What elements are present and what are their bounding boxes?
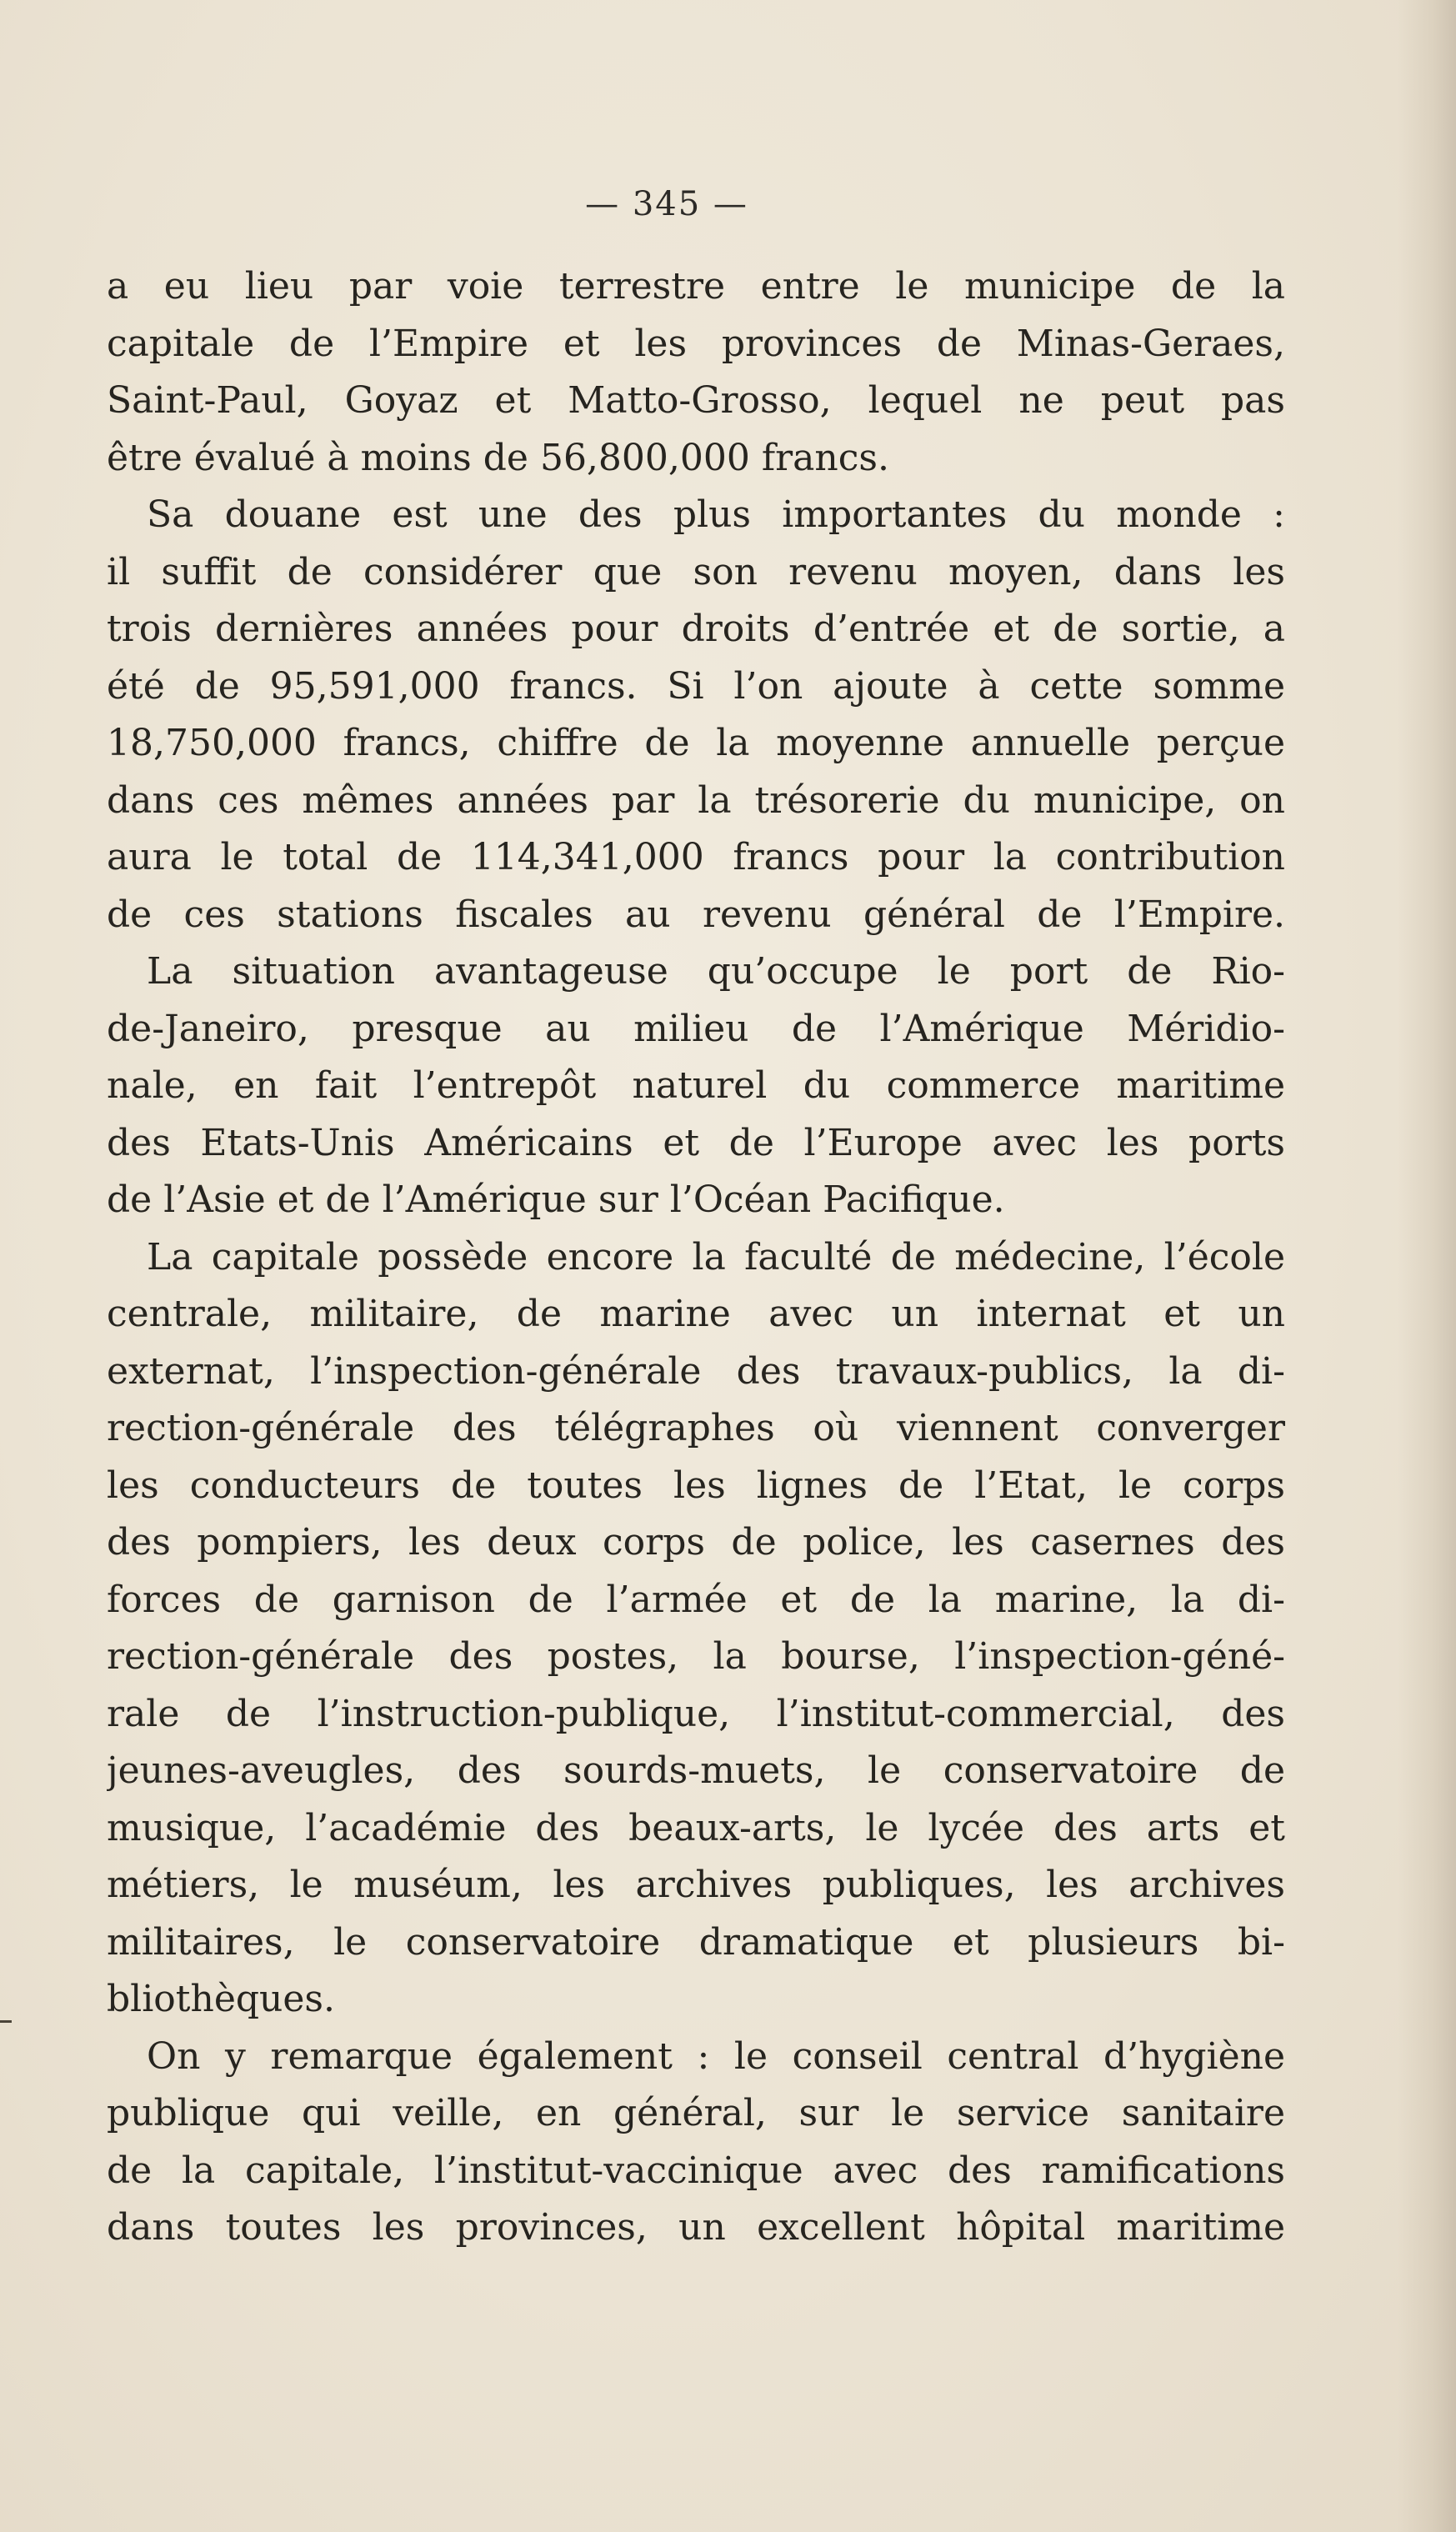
text-line: aura le total de 114,341,000 francs pour la contribution [107,836,1285,878]
page-fold-shadow [1398,0,1456,2532]
text-line: de la capitale, l’institut-vaccinique avec des ramifications [107,2149,1285,2192]
paragraph-start-line: La situation avantageuse qu’occupe le port de Rio- [147,950,1285,993]
page-number: — 345 — [585,185,748,223]
text-line: rection-générale des télégraphes où viennent converger [107,1407,1285,1449]
text-line: être évalué à moins de 56,800,000 francs. [107,436,889,479]
text-line: il suffit de considérer que son revenu moyen, dans les [107,550,1285,593]
text-line: rection-générale des postes, la bourse, l’inspection-géné- [107,1635,1285,1678]
text-line: centrale, militaire, de marine avec un internat et un [107,1293,1285,1335]
text-line: dans ces mêmes années par la trésorerie du municipe, on [107,778,1285,822]
text-line: de-Janeiro, presque au milieu de l’Amérique Méridio- [107,1007,1285,1050]
text-line: bliothèques. [107,1978,335,2020]
paragraph-start-line: On y remarque également : le conseil central d’hygiène [147,2034,1285,2078]
paragraph-start-line: La capitale possède encore la faculté de médecine, l’école [147,1235,1285,1279]
text-line: dans toutes les provinces, un excellent hôpital maritime [107,2206,1285,2249]
text-line: métiers, le muséum, les archives publiques, les archives [107,1864,1285,1906]
text-line: trois dernières années pour droits d’entrée et de sortie, a [107,608,1285,650]
text-line: nale, en fait l’entrepôt naturel du commerce maritime [107,1064,1285,1107]
body-text [107,258,1285,2257]
margin-mark [0,2020,12,2023]
text-line: été de 95,591,000 francs. Si l’on ajoute à cette somme [107,664,1285,708]
text-line: des Etats-Unis Américains et de l’Europe avec les ports [107,1121,1285,1164]
text-line: rale de l’instruction-publique, l’institut-commercial, des [107,1692,1285,1735]
paragraph-start-line: Sa douane est une des plus importantes du monde : [147,493,1285,536]
text-line: de ces stations fiscales au revenu général de l’Empire. [107,893,1285,936]
text-line: musique, l’académie des beaux-arts, le lycée des arts et [107,1806,1285,1849]
text-line: militaires, le conservatoire dramatique et plusieurs bi- [107,1920,1285,1964]
text-line: capitale de l’Empire et les provinces de Minas-Geraes, [107,322,1285,365]
text-line: publique qui veille, en général, sur le service sanitaire [107,2092,1285,2134]
text-line: des pompiers, les deux corps de police, les casernes des [107,1521,1285,1564]
text-line: les conducteurs de toutes les lignes de l’Etat, le corps [107,1464,1285,1507]
text-line: externat, l’inspection-générale des travaux-publics, la di- [107,1349,1285,1393]
text-line: de l’Asie et de l’Amérique sur l’Océan Pacifique. [107,1178,1005,1221]
text-line: forces de garnison de l’armée et de la marine, la di- [107,1578,1285,1621]
text-line: 18,750,000 francs, chiffre de la moyenne annuelle perçue [107,722,1285,764]
text-line: Saint-Paul, Goyaz et Matto-Grosso, lequel ne peut pas [107,379,1285,422]
text-line: jeunes-aveugles, des sourds-muets, le conservatoire de [107,1749,1285,1792]
text-line: a eu lieu par voie terrestre entre le municipe de la [107,265,1285,308]
